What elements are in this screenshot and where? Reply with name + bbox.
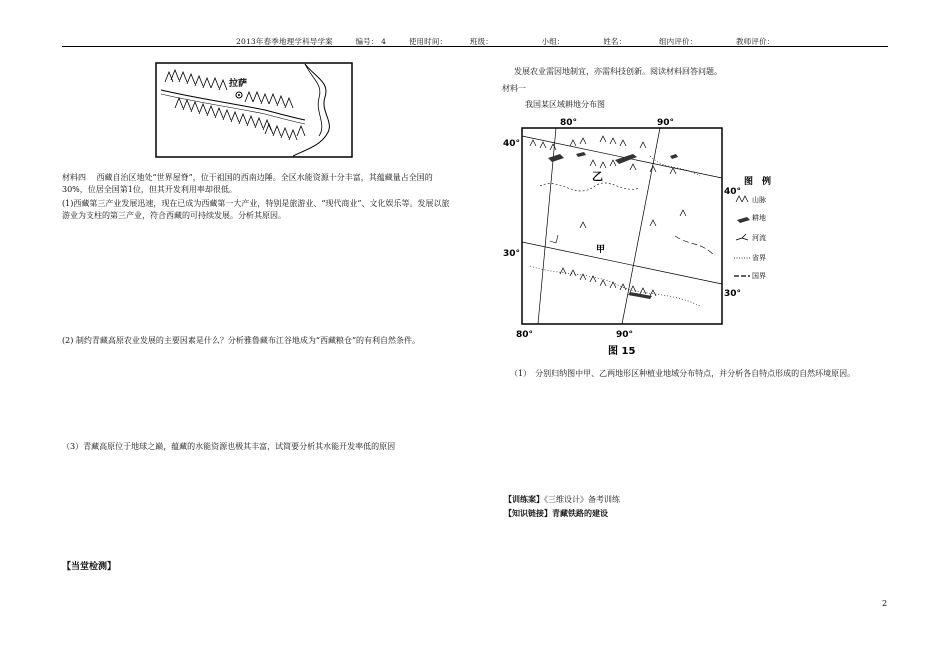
page-number: 2: [882, 599, 888, 608]
section-in-class-test: 【当堂检测】: [62, 562, 117, 572]
lon-80-top: 80°: [560, 118, 578, 128]
use-time-label: 使用时间：: [408, 37, 448, 46]
teacher-eval-label: 教师评价：: [736, 37, 775, 46]
lhasa-label: 拉萨: [229, 79, 248, 89]
doc-title: 2013年春季地理学科导学案: [236, 37, 333, 46]
lhasa-valley-map: [155, 62, 353, 158]
group-eval-label: 组内评价：: [658, 37, 698, 46]
name-label: 姓名：: [603, 37, 627, 46]
lon-80-bottom: 80°: [516, 330, 534, 340]
question-1-right: （1） 分别归纳图中甲、乙两地形区种植业地域分布特点，并分析各自特点形成的自然环境原因。: [510, 369, 856, 378]
question-2-left: (2) 制约青藏高原农业发展的主要因素是什么？分析雅鲁藏布江谷地成为“西藏粮仓”的有利自然条件。: [62, 336, 421, 345]
training-label: 【训练案】: [504, 495, 544, 504]
class-label: 班级：: [469, 37, 493, 46]
legend-province: 省界: [752, 254, 766, 262]
region-jia-label: 甲: [596, 245, 606, 255]
lat-30-right: 30°: [724, 289, 742, 299]
knowledge-link: 【知识链接】青藏铁路的建设: [504, 509, 608, 518]
lat-30-left: 30°: [503, 249, 521, 259]
material-1: 材料一: [502, 84, 526, 93]
header-rule: [62, 46, 888, 47]
map-title: 我国某区域耕地分布图: [525, 100, 605, 109]
training-section: [504, 494, 620, 506]
question-3-left: （3）青藏高原位于地球之巅，蕴藏的水能资源也极其丰富，试简要分析其水能开发率低的原因: [62, 442, 396, 451]
legend-farmland: 耕地: [752, 214, 766, 222]
legend-border: 国界: [752, 272, 766, 280]
figure-number: 图 15: [608, 346, 636, 357]
lat-40-left: 40°: [503, 139, 521, 149]
question-1-left: (1)西藏第三产业发展迅速，现在已成为西藏第一大产业，特别是旅游业、“现代商业”、文化娱乐等。发展以旅游业为支柱的第三产业，符合西藏的可持续发展。分析其原因。: [62, 199, 450, 220]
legend-mountain: 山脉: [752, 196, 766, 204]
region-yi-label: 乙: [592, 170, 603, 183]
legend-river: 河流: [752, 234, 766, 242]
lat-40-right: 40°: [724, 187, 742, 197]
doc-number: 编号： 4: [355, 37, 387, 46]
lon-90-top: 90°: [657, 118, 675, 128]
farmland-distribution-map: [500, 116, 776, 360]
lon-90-bottom: 90°: [616, 330, 634, 340]
legend-title: 图 例: [744, 177, 772, 187]
material-4: 材料四 西藏自治区地处“世界屋脊”，位于祖国的西南边陲。全区水能资源十分丰富，其蕴藏量占全国的30%，位居全国第1位，但其开发利用率却很低。: [62, 173, 433, 194]
right-intro: 发展农业需因地制宜，亦需科技创新。阅读材料回答问题。: [514, 67, 722, 76]
group-label: 小组：: [541, 37, 565, 46]
training-text: 《三维设计》备考训练: [544, 495, 620, 504]
